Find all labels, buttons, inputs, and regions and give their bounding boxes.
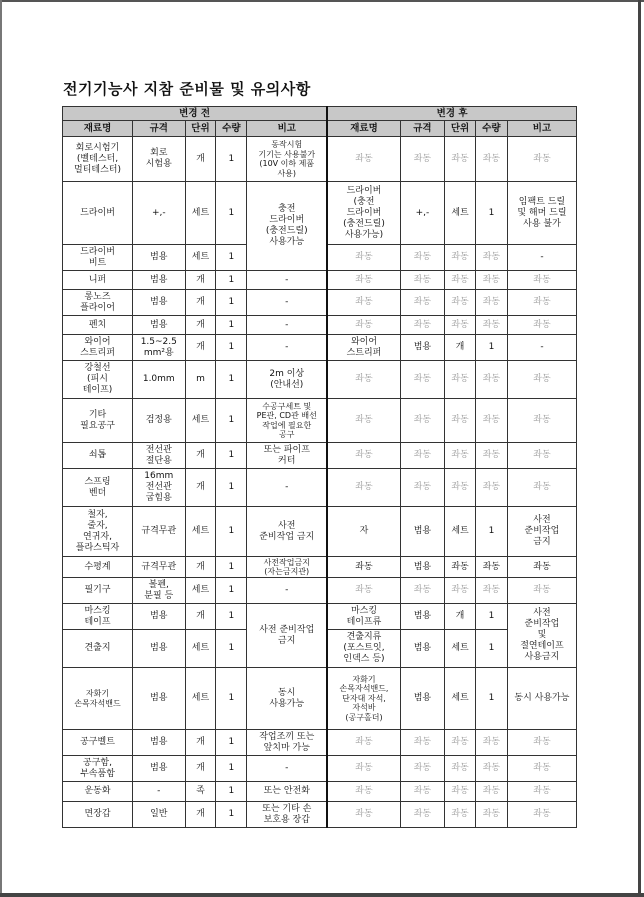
cell-same: 좌동 [475, 557, 507, 578]
cell-note: 사전 준비작업 금지 [247, 604, 327, 668]
cell-unit: 개 [185, 604, 216, 630]
cell-same: 좌동 [475, 245, 507, 271]
table-row [63, 290, 577, 316]
cell-unit: 개 [185, 557, 216, 578]
cell-same: 좌동 [445, 557, 476, 578]
cell-same: 좌동 [475, 756, 507, 782]
cell-qty: 1 [216, 290, 247, 316]
cell-unit: 개 [185, 730, 216, 756]
cell-spec: 범용 [133, 290, 186, 316]
cell-spec: 범용 [133, 756, 186, 782]
cell-name: 쇠톱 [63, 443, 133, 469]
cell-unit: 족 [185, 782, 216, 802]
cell-spec: 범용 [133, 668, 186, 730]
table-row [63, 557, 577, 578]
page-frame-right [638, 0, 641, 897]
cell-same: 좌동 [475, 399, 507, 443]
cell-qty: 1 [216, 756, 247, 782]
cell-name: 스프링 벤더 [63, 469, 133, 507]
cell-name: 롱노즈 플라이어 [63, 290, 133, 316]
cell-qty: 1 [216, 316, 247, 335]
cell-same: 좌동 [327, 782, 400, 802]
cell-same: 좌동 [400, 802, 444, 828]
cell-name: 마스킹 테이프 [63, 604, 133, 630]
cell-same: 좌동 [507, 469, 576, 507]
cell-same: 좌동 [400, 469, 444, 507]
cell-qty: 1 [216, 668, 247, 730]
cell-note-after: - [507, 335, 576, 361]
cell-name-after: 마스킹 테이프류 [327, 604, 400, 630]
cell-qty-after: 1 [475, 630, 507, 668]
cell-same: 좌동 [400, 245, 444, 271]
cell-note: 2m 이상 (안내선) [247, 361, 327, 399]
cell-qty-after: 1 [475, 335, 507, 361]
cell-qty-after: 1 [475, 507, 507, 557]
cell-same: 좌동 [327, 443, 400, 469]
cell-same: 좌동 [507, 782, 576, 802]
cell-same: 좌동 [400, 782, 444, 802]
cell-same: 좌동 [475, 730, 507, 756]
cell-spec: 규격무관 [133, 557, 186, 578]
cell-note: 또는 기타 손 보호용 장갑 [247, 802, 327, 828]
col-header-spec-before: 규격 [133, 121, 186, 137]
cell-name: 운동화 [63, 782, 133, 802]
cell-note-after: 사전 준비작업 금지 [507, 507, 576, 557]
cell-qty: 1 [216, 782, 247, 802]
table-row [63, 335, 577, 361]
cell-unit: 개 [185, 756, 216, 782]
page-title: 전기기능사 지참 준비물 및 유의사항 [63, 80, 311, 98]
cell-unit-after: 개 [445, 604, 476, 630]
cell-same: 좌동 [400, 361, 444, 399]
materials-table [62, 106, 577, 828]
cell-same: 좌동 [327, 361, 400, 399]
cell-same: 좌동 [445, 399, 476, 443]
cell-note: 수공구세트 및 PE관, CD관 배선 작업에 필요한 공구 [247, 399, 327, 443]
cell-unit: 개 [185, 335, 216, 361]
cell-unit-after: 세트 [445, 668, 476, 730]
cell-same: 좌동 [400, 756, 444, 782]
cell-unit: 세트 [185, 182, 216, 245]
cell-spec-after: 범용 [400, 604, 444, 630]
cell-spec: 범용 [133, 245, 186, 271]
cell-note: - [247, 578, 327, 604]
table-row [63, 578, 577, 604]
cell-note: 또는 파이프 커터 [247, 443, 327, 469]
cell-spec-after: 범용 [400, 507, 444, 557]
cell-spec-after: +,- [400, 182, 444, 245]
cell-same: 좌동 [507, 361, 576, 399]
cell-same: 좌동 [400, 290, 444, 316]
cell-same: 좌동 [327, 802, 400, 828]
cell-name: 와이어 스트리퍼 [63, 335, 133, 361]
cell-name: 견출지 [63, 630, 133, 668]
cell-note-after: 사전 준비작업 및 절연테이프 사용금지 [507, 604, 576, 668]
cell-spec-after: 범용 [400, 335, 444, 361]
cell-qty: 1 [216, 730, 247, 756]
cell-same: 좌동 [507, 557, 576, 578]
cell-qty: 1 [216, 399, 247, 443]
table-row [63, 361, 577, 399]
cell-qty: 1 [216, 182, 247, 245]
cell-unit: 개 [185, 443, 216, 469]
cell-same: 좌동 [327, 316, 400, 335]
cell-unit: 개 [185, 290, 216, 316]
cell-same: 좌동 [475, 316, 507, 335]
cell-name: 기타 필요공구 [63, 399, 133, 443]
cell-same: 좌동 [400, 137, 444, 182]
cell-same: 좌동 [327, 271, 400, 290]
cell-note: - [247, 316, 327, 335]
cell-note: 또는 안전화 [247, 782, 327, 802]
cell-spec-after: 범용 [400, 630, 444, 668]
cell-name-after: 견출지류 (포스트잇, 인덱스 등) [327, 630, 400, 668]
cell-qty: 1 [216, 604, 247, 630]
cell-same: 좌동 [475, 578, 507, 604]
cell-name: 공구벨트 [63, 730, 133, 756]
cell-unit: 개 [185, 802, 216, 828]
cell-spec: - [133, 782, 186, 802]
cell-qty: 1 [216, 245, 247, 271]
cell-qty-after: 1 [475, 668, 507, 730]
cell-same: 좌동 [445, 730, 476, 756]
cell-same: 좌동 [507, 290, 576, 316]
cell-note: - [247, 469, 327, 507]
cell-same: 좌동 [475, 469, 507, 507]
col-header-note-after: 비고 [507, 121, 576, 137]
cell-same: 좌동 [445, 756, 476, 782]
cell-same: 좌동 [445, 443, 476, 469]
cell-same: 좌동 [445, 137, 476, 182]
cell-qty: 1 [216, 507, 247, 557]
table-row [63, 756, 577, 782]
cell-same: 좌동 [400, 443, 444, 469]
cell-name-after: 드라이버 (충전 드라이버 (충전드릴) 사용가능) [327, 182, 400, 245]
cell-same: 좌동 [445, 316, 476, 335]
cell-spec: 16mm 전선관 굽힘용 [133, 469, 186, 507]
header-after: 변경 후 [327, 107, 576, 121]
cell-unit: 개 [185, 316, 216, 335]
cell-same: 좌동 [445, 271, 476, 290]
page-frame-left [0, 0, 2, 897]
cell-unit: 개 [185, 469, 216, 507]
cell-spec: 볼펜, 분필 등 [133, 578, 186, 604]
cell-same: 좌동 [327, 557, 400, 578]
cell-note: 충전 드라이버 (충전드릴) 사용가능 [247, 182, 327, 271]
cell-same: 좌동 [327, 245, 400, 271]
col-header-name-after: 재료명 [327, 121, 400, 137]
col-header-unit-before: 단위 [185, 121, 216, 137]
table-row [63, 469, 577, 507]
cell-same: 좌동 [507, 399, 576, 443]
cell-spec: 범용 [133, 730, 186, 756]
cell-same: 좌동 [327, 399, 400, 443]
cell-note: - [247, 271, 327, 290]
cell-name: 니퍼 [63, 271, 133, 290]
cell-unit: 개 [185, 271, 216, 290]
cell-same: 좌동 [327, 730, 400, 756]
cell-unit-after: 개 [445, 335, 476, 361]
cell-same: 좌동 [445, 245, 476, 271]
cell-name: 수평계 [63, 557, 133, 578]
cell-same: 좌동 [475, 290, 507, 316]
cell-name-after: 자 [327, 507, 400, 557]
table-row [63, 137, 577, 182]
col-header-spec-after: 규격 [400, 121, 444, 137]
cell-note: - [247, 756, 327, 782]
cell-spec: 범용 [133, 630, 186, 668]
table-row [63, 399, 577, 443]
cell-same: 좌동 [445, 361, 476, 399]
table-row [63, 730, 577, 756]
cell-unit-after: 세트 [445, 630, 476, 668]
page-frame-bottom [0, 893, 644, 897]
cell-qty: 1 [216, 443, 247, 469]
cell-note: 동작시험 기기는 사용불가 (10V 이하 제품 사용) [247, 137, 327, 182]
cell-spec-after: 범용 [400, 668, 444, 730]
cell-spec: 일반 [133, 802, 186, 828]
cell-spec: 범용 [133, 604, 186, 630]
cell-same: 좌동 [400, 399, 444, 443]
cell-same: 좌동 [327, 756, 400, 782]
cell-same: 좌동 [445, 290, 476, 316]
cell-qty-after: 1 [475, 182, 507, 245]
cell-same: 좌동 [507, 443, 576, 469]
cell-qty: 1 [216, 630, 247, 668]
table-row [63, 271, 577, 290]
col-header-name-before: 재료명 [63, 121, 133, 137]
cell-note-after: 동시 사용가능 [507, 668, 576, 730]
col-header-note-before: 비고 [247, 121, 327, 137]
cell-qty: 1 [216, 469, 247, 507]
col-header-qty-after: 수량 [475, 121, 507, 137]
cell-same: 좌동 [507, 756, 576, 782]
cell-same: 좌동 [507, 802, 576, 828]
cell-same: 좌동 [327, 137, 400, 182]
cell-same: 좌동 [445, 782, 476, 802]
cell-note: - [247, 335, 327, 361]
table-row [63, 182, 577, 245]
cell-unit: m [185, 361, 216, 399]
cell-same: 좌동 [400, 730, 444, 756]
cell-same: 좌동 [327, 469, 400, 507]
cell-unit-after: 세트 [445, 507, 476, 557]
table-row [63, 443, 577, 469]
cell-unit: 개 [185, 137, 216, 182]
cell-same: 좌동 [400, 316, 444, 335]
cell-same: 좌동 [475, 782, 507, 802]
col-header-qty-before: 수량 [216, 121, 247, 137]
cell-same: 좌동 [475, 443, 507, 469]
cell-spec: 1.5~2.5 mm²용 [133, 335, 186, 361]
cell-qty: 1 [216, 578, 247, 604]
cell-unit: 세트 [185, 668, 216, 730]
header-before: 변경 전 [63, 107, 328, 121]
cell-same: 좌동 [475, 802, 507, 828]
table-row [63, 316, 577, 335]
cell-note: 사전작업금지 (자는금지관) [247, 557, 327, 578]
cell-same: 좌동 [445, 469, 476, 507]
cell-spec: 회로 시험용 [133, 137, 186, 182]
table-row [63, 507, 577, 557]
cell-note: 동시 사용가능 [247, 668, 327, 730]
cell-spec: 검정용 [133, 399, 186, 443]
cell-note-after: - [507, 245, 576, 271]
col-header-unit-after: 단위 [445, 121, 476, 137]
cell-spec: 범용 [133, 316, 186, 335]
table-row [63, 802, 577, 828]
cell-qty: 1 [216, 271, 247, 290]
cell-spec-after: 범용 [400, 557, 444, 578]
cell-name: 강철선 (피시 테이프) [63, 361, 133, 399]
cell-qty: 1 [216, 335, 247, 361]
cell-same: 좌동 [475, 137, 507, 182]
cell-same: 좌동 [400, 271, 444, 290]
cell-name: 펜치 [63, 316, 133, 335]
cell-same: 좌동 [400, 578, 444, 604]
cell-name-after: 와이어 스트리퍼 [327, 335, 400, 361]
cell-spec: 범용 [133, 271, 186, 290]
table-row [63, 604, 577, 630]
cell-same: 좌동 [327, 578, 400, 604]
cell-name: 공구함, 부속품함 [63, 756, 133, 782]
cell-qty: 1 [216, 802, 247, 828]
cell-unit: 세트 [185, 578, 216, 604]
cell-spec: 규격무관 [133, 507, 186, 557]
cell-name: 드라이버 비트 [63, 245, 133, 271]
cell-unit: 세트 [185, 507, 216, 557]
cell-note: 사전 준비작업 금지 [247, 507, 327, 557]
page-frame-top [0, 0, 644, 2]
cell-name: 회로시험기 (벨테스터, 멀티테스터) [63, 137, 133, 182]
cell-qty: 1 [216, 137, 247, 182]
cell-same: 좌동 [507, 730, 576, 756]
table-row [63, 782, 577, 802]
cell-same: 좌동 [445, 802, 476, 828]
cell-unit-after: 세트 [445, 182, 476, 245]
cell-spec: 1.0mm [133, 361, 186, 399]
table-row [63, 668, 577, 730]
cell-same: 좌동 [445, 578, 476, 604]
cell-qty-after: 1 [475, 604, 507, 630]
cell-name: 필기구 [63, 578, 133, 604]
cell-same: 좌동 [475, 361, 507, 399]
cell-same: 좌동 [475, 271, 507, 290]
cell-name: 드라이버 [63, 182, 133, 245]
cell-note: 작업조끼 또는 앞치마 가능 [247, 730, 327, 756]
cell-same: 좌동 [327, 290, 400, 316]
cell-qty: 1 [216, 557, 247, 578]
cell-spec: +,- [133, 182, 186, 245]
cell-name: 철자, 줄자, 연귀자, 플라스틱자 [63, 507, 133, 557]
cell-name-after: 자화기 손목자석밴드, 단자대 자석, 자석바 (공구홀더) [327, 668, 400, 730]
cell-name: 면장갑 [63, 802, 133, 828]
cell-name: 자화기 손목자석밴드 [63, 668, 133, 730]
cell-same: 좌동 [507, 137, 576, 182]
cell-unit: 세트 [185, 245, 216, 271]
cell-unit: 세트 [185, 399, 216, 443]
cell-unit: 세트 [185, 630, 216, 668]
cell-qty: 1 [216, 361, 247, 399]
cell-same: 좌동 [507, 316, 576, 335]
cell-spec: 전선관 절단용 [133, 443, 186, 469]
cell-note: - [247, 290, 327, 316]
cell-note-after: 임팩트 드릴 및 해머 드릴 사용 불가 [507, 182, 576, 245]
cell-same: 좌동 [507, 271, 576, 290]
cell-same: 좌동 [507, 578, 576, 604]
